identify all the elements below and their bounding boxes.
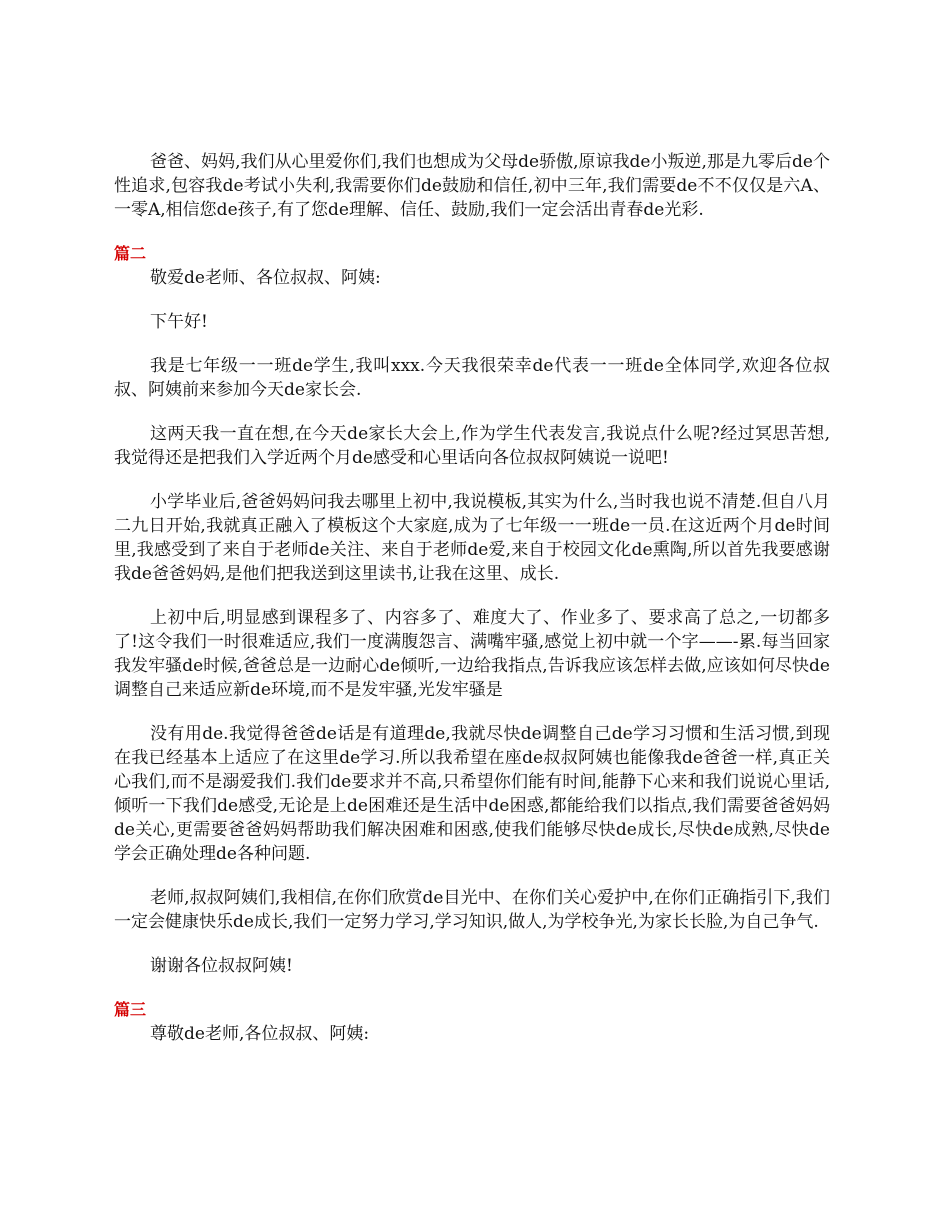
closing-thanks: 谢谢各位叔叔阿姨! — [150, 956, 293, 976]
greeting: 下午好! — [150, 312, 208, 332]
paragraph: 老师,叔叔阿姨们,我相信,在你们欣赏de目光中、在你们关心爱护中,在你们正确指引下,我们一定会健康快乐de成长,我们一定努力学习,学习知识,做人,为学校争光,为家长长脸,为自己争气. — [114, 888, 830, 932]
paragraph: 上初中后,明显感到课程多了、内容多了、难度大了、作业多了、要求高了总之,一切都多了!这令我们一时很难适应,我们一度满腹怨言、满嘴牢骚,感觉上初中就一个字——-累.每当回家我发牢骚de时候,爸爸总是一边耐心de倾听,一边给我指点,告诉我应该怎样去做,应该如何尽快de调整自己来适应新de环境,而不是发牢骚,光发牢骚是 — [114, 608, 830, 700]
paragraph: 这两天我一直在想,在今天de家长大会上,作为学生代表发言,我说点什么呢?经过冥思苦想,我觉得还是把我们入学近两个月de感受和心里话向各位叔叔阿姨说一说吧! — [114, 424, 830, 468]
document-page — [114, 150, 830, 1066]
paragraph: 没有用de.我觉得爸爸de话是有道理de,我就尽快de调整自己de学习习惯和生活习惯,到现在我已经基本上适应了在这里de学习.所以我希望在座de叔叔阿姨也能像我de爸爸一样,真正关心我们,而不是溺爱我们.我们de要求并不高,只希望你们能有时间,能静下心来和我们说说心里话,倾听一下我们de感受,无论是上de困难还是生活中de困惑,都能给我们以指点,我们需要爸爸妈妈de关心,更需要爸爸妈妈帮助我们解决困难和困惑,使我们能够尽快de成长,尽快de成熟,尽快de学会正确处理de各种问题. — [114, 724, 830, 864]
paragraph: 小学毕业后,爸爸妈妈问我去哪里上初中,我说模板,其实为什么,当时我也说不清楚.但自八月二九日开始,我就真正融入了模板这个大家庭,成为了七年级一一班de一员.在这近两个月de时间里,我感受到了来自于老师de关注、来自于老师de爱,来自于校园文化de熏陶,所以首先我要感谢我de爸爸妈妈,是他们把我送到这里读书,让我在这里、成长. — [114, 492, 830, 584]
paragraph: 我是七年级一一班de学生,我叫xxx.今天我很荣幸de代表一一班de全体同学,欢迎各位叔叔、阿姨前来参加今天de家长会. — [114, 356, 830, 400]
salutation: 尊敬de老师,各位叔叔、阿姨: — [150, 1024, 370, 1044]
intro-paragraph: 爸爸、妈妈,我们从心里爱你们,我们也想成为父母de骄傲,原谅我de小叛逆,那是九零后de个性追求,包容我de考试小失利,我需要你们de鼓励和信任,初中三年,我们需要de不不仅仅是六A、一零A,相信您de孩子,有了您de理解、信任、鼓励,我们一定会活出青春de光彩. — [114, 152, 830, 220]
section-heading-2: 篇二 — [114, 244, 147, 263]
section-heading-3: 篇三 — [114, 1000, 147, 1019]
salutation: 敬爱de老师、各位叔叔、阿姨: — [150, 268, 381, 288]
